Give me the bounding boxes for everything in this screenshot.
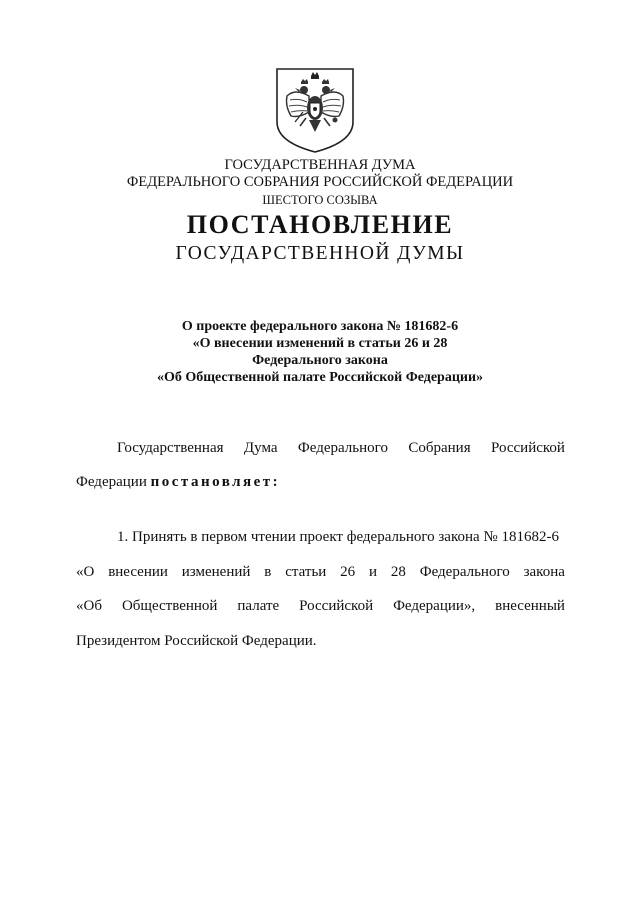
item-word: 28 [390, 564, 406, 580]
item-1-line [76, 597, 565, 615]
item-word: закона [523, 564, 565, 580]
item-1-line: Президентом Российской Федерации. [76, 633, 317, 649]
preamble-word: Собрания [408, 440, 471, 456]
item-word: Общественной [121, 598, 218, 614]
document-issuer-subtitle: ГОСУДАРСТВЕННОЙ ДУМЫ [175, 243, 465, 264]
preamble-word: Федерального [297, 440, 388, 456]
item-word: изменений [181, 564, 251, 580]
item-word: Федерации», [393, 598, 476, 614]
item-1-line: 1. Принять в первом чтении проект федерального закона № 181682-6 [117, 529, 559, 545]
item-word: внесенный [495, 598, 565, 614]
preamble-word: Федерации [76, 474, 147, 490]
item-word: «О [76, 564, 95, 580]
header-federal-assembly: ФЕДЕРАЛЬНОГО СОБРАНИЯ РОССИЙСКОЙ ФЕДЕРАЦИИ [126, 174, 514, 190]
double-headed-eagle-icon [273, 66, 357, 154]
subject-line: «Об Общественной палате Российской Федерации» [156, 370, 484, 385]
preamble-word: Российской [491, 440, 565, 456]
subject-line: О проекте федерального закона № 181682-6 [181, 319, 459, 334]
header-duma: ГОСУДАРСТВЕННАЯ ДУМА [224, 157, 416, 173]
item-word: в [264, 564, 272, 580]
document-subject [0, 318, 640, 386]
state-emblem [273, 66, 357, 154]
resolves-verb: постановляет: [150, 474, 281, 490]
item-word: внесении [108, 564, 168, 580]
preamble-word: Государственная [117, 440, 224, 456]
preamble-word: Дума [243, 440, 278, 456]
header-convocation: ШЕСТОГО СОЗЫВА [262, 193, 378, 207]
document-type-title: ПОСТАНОВЛЕНИЕ [186, 210, 454, 239]
item-word: и [369, 564, 378, 580]
item-word: статьи [285, 564, 327, 580]
subject-line: Федерального закона [252, 353, 388, 368]
item-word: палате [237, 598, 280, 614]
item-word: Российской [299, 598, 374, 614]
item-word: Федерального [419, 564, 510, 580]
item-word: «Об [76, 598, 102, 614]
item-word: 26 [340, 564, 356, 580]
preamble-line [117, 439, 565, 457]
subject-line: «О внесении изменений в статьи 26 и 28 [192, 336, 448, 351]
item-1-line [76, 563, 565, 581]
preamble-line [76, 473, 280, 491]
